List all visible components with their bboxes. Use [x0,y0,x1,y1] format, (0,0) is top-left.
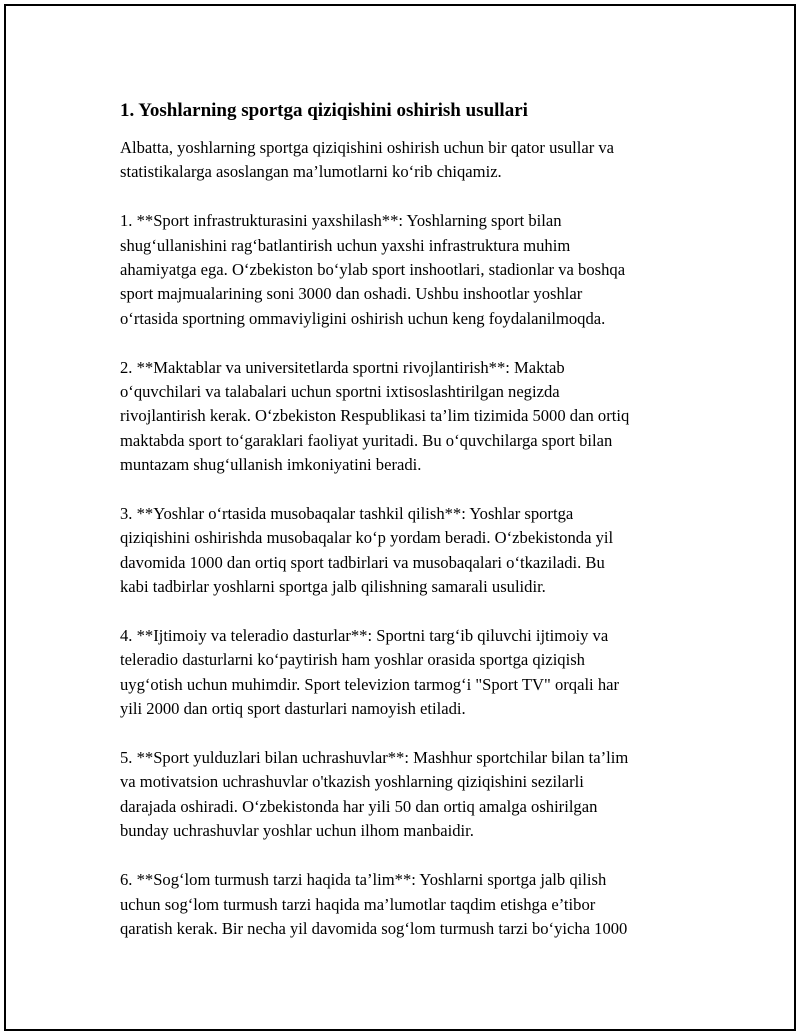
text-line: kabi tadbirlar yoshlarni sportga jalb qilishning samarali usulidir. [120,577,546,597]
paragraph-intro [120,136,690,185]
text-line: 1. **Sport infrastrukturasini yaxshilash**: Yoshlarning sport bilan [120,211,562,231]
text-line: 4. **Ijtimoiy va teleradio dasturlar**: Sportni targ‘ib qiluvchi ijtimoiy va [120,626,609,646]
text-line: darajada oshiradi. O‘zbekistonda har yili 50 dan ortiq amalga oshirilgan [120,796,598,816]
text-line: maktabda sport to‘garaklari faoliyat yuritadi. Bu o‘quvchilarga sport bilan [120,430,613,450]
text-line: uchun sog‘lom turmush tarzi haqida ma’lumotlar taqdim etishga e’tibor [120,894,596,914]
text-line: teleradio dasturlarni ko‘paytirish ham yoshlar orasida sportga qiziqish [120,650,585,670]
text-line: statistikalarga asoslangan ma’lumotlarni ko‘rib chiqamiz. [120,162,502,182]
text-line: ahamiyatga ega. O‘zbekiston bo‘ylab sport inshootlari, stadionlar va boshqa [120,260,626,280]
paragraph-item-3 [120,502,690,600]
text-line: 3. **Yoshlar o‘rtasida musobaqalar tashkil qilish**: Yoshlar sportga [120,504,574,524]
paragraph-item-6 [120,868,690,941]
text-line: Albatta, yoshlarning sportga qiziqishini oshirish uchun bir qator usullar va [120,138,615,157]
text-line: bunday uchrashuvlar yoshlar uchun ilhom manbaidir. [120,821,474,841]
paragraph-item-4 [120,624,690,722]
document-page [4,4,796,1031]
section-heading: 1. Yoshlarning sportga qiziqishini oshirish usullari [120,100,528,121]
text-line: shug‘ullanishini rag‘batlantirish uchun yaxshi infrastruktura muhim [120,235,571,255]
text-line: 2. **Maktablar va universitetlarda sportni rivojlantirish**: Maktab [120,357,565,377]
document-content [120,98,690,966]
text-line: sport majmualarining soni 3000 dan oshadi. Ushbu inshootlar yoshlar [120,284,583,304]
text-line: muntazam shug‘ullanish imkoniyatini beradi. [120,455,422,475]
text-line: 6. **Sog‘lom turmush tarzi haqida ta’lim**: Yoshlarni sportga jalb qilish [120,870,607,890]
text-line: o‘rtasida sportning ommaviyligini oshirish uchun keng foydalanilmoqda. [120,308,606,328]
paragraph-item-5 [120,746,690,844]
text-line: qiziqishini oshirishda musobaqalar ko‘p yordam beradi. O‘zbekistonda yil [120,528,614,548]
text-line: qaratish kerak. Bir necha yil davomida sog‘lom turmush tarzi bo‘yicha 1000 [120,918,628,938]
paragraph-item-2 [120,356,690,478]
text-line: o‘quvchilari va talabalari uchun sportni ixtisoslashtirilgan negizda [120,382,560,402]
text-line: 5. **Sport yulduzlari bilan uchrashuvlar**: Mashhur sportchilar bilan ta’lim [120,748,629,768]
text-line: uyg‘otish uchun muhimdir. Sport televizion tarmog‘i "Sport TV" orqali har [120,674,620,694]
text-line: va motivatsion uchrashuvlar o'tkazish yoshlarning qiziqishini sezilarli [120,772,584,792]
paragraph-item-1 [120,209,690,331]
text-line: davomida 1000 dan ortiq sport tadbirlari va musobaqalari o‘tkaziladi. Bu [120,552,605,572]
text-line: yili 2000 dan ortiq sport dasturlari namoyish etiladi. [120,699,466,719]
text-line: rivojlantirish kerak. O‘zbekiston Respublikasi ta’lim tizimida 5000 dan ortiq [120,406,630,426]
